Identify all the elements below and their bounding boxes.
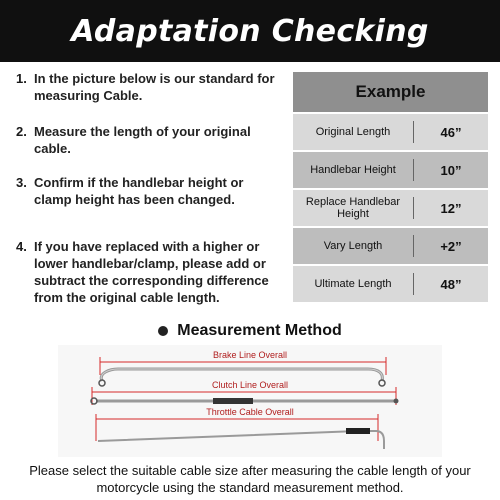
- step-text: Measure the length of your original cable.: [34, 124, 251, 156]
- example-row-vary-length: [293, 228, 488, 264]
- throttle-line-group: [96, 407, 384, 449]
- cable-measurement-diagram: [58, 345, 442, 457]
- example-row-value: 10”: [440, 162, 462, 178]
- example-table: [293, 72, 488, 304]
- step-number: 2.: [16, 124, 27, 139]
- example-row-label: Ultimate Length: [314, 278, 392, 290]
- step-number: 1.: [16, 71, 27, 86]
- footer-note: Please select the suitable cable size after measuring the cable length of your motorcycle using the standard measurement method.: [29, 463, 471, 495]
- instruction-step: [16, 70, 278, 104]
- example-row-value: 46”: [440, 124, 462, 140]
- instruction-step: [16, 238, 278, 306]
- example-header: [293, 72, 488, 112]
- clutch-line-label: Clutch Line Overall: [211, 380, 289, 390]
- instruction-step: [16, 123, 278, 157]
- example-row-label: Vary Length: [323, 240, 383, 252]
- example-row-replace-handlebar-height: [293, 190, 488, 226]
- throttle-line-label: Throttle Cable Overall: [206, 407, 294, 417]
- example-row-label: Original Length: [315, 126, 391, 138]
- measurement-method-heading: [0, 320, 500, 342]
- clutch-adjuster: [213, 398, 253, 404]
- example-title: Example: [355, 82, 426, 101]
- example-row-original-length: [293, 114, 488, 150]
- title-banner: [0, 0, 500, 62]
- instruction-step: [16, 174, 278, 208]
- clutch-line-group: [91, 380, 399, 405]
- step-text: In the picture below is our standard for measuring Cable.: [34, 71, 275, 103]
- step-text: Confirm if the handlebar height or clamp height has been changed.: [34, 175, 244, 207]
- throttle-housing: [346, 428, 370, 434]
- measurement-method-title: Measurement Method: [177, 322, 342, 339]
- example-row-ultimate-length: [293, 266, 488, 302]
- cable-diagram-svg: [58, 345, 442, 457]
- example-row-label: Handlebar Height: [310, 164, 396, 176]
- example-row-handlebar-height: [293, 152, 488, 188]
- example-row-value: 48”: [440, 276, 462, 292]
- step-number: 4.: [16, 239, 27, 254]
- example-row-value: 12”: [440, 200, 462, 216]
- throttle-cable: [98, 431, 384, 449]
- example-row-value: +2”: [440, 238, 462, 254]
- brake-line-label: Brake Line Overall: [212, 350, 288, 360]
- page-title: Adaptation Checking: [71, 13, 429, 49]
- clutch-end-right: [394, 399, 399, 404]
- step-number: 3.: [16, 175, 27, 190]
- example-row-label: Replace Handlebar Height: [305, 196, 401, 220]
- bullet-icon: [158, 326, 168, 336]
- step-text: If you have replaced with a higher or lower handlebar/clamp, please add or subtract the corresponding difference from the original cable length.: [34, 239, 269, 305]
